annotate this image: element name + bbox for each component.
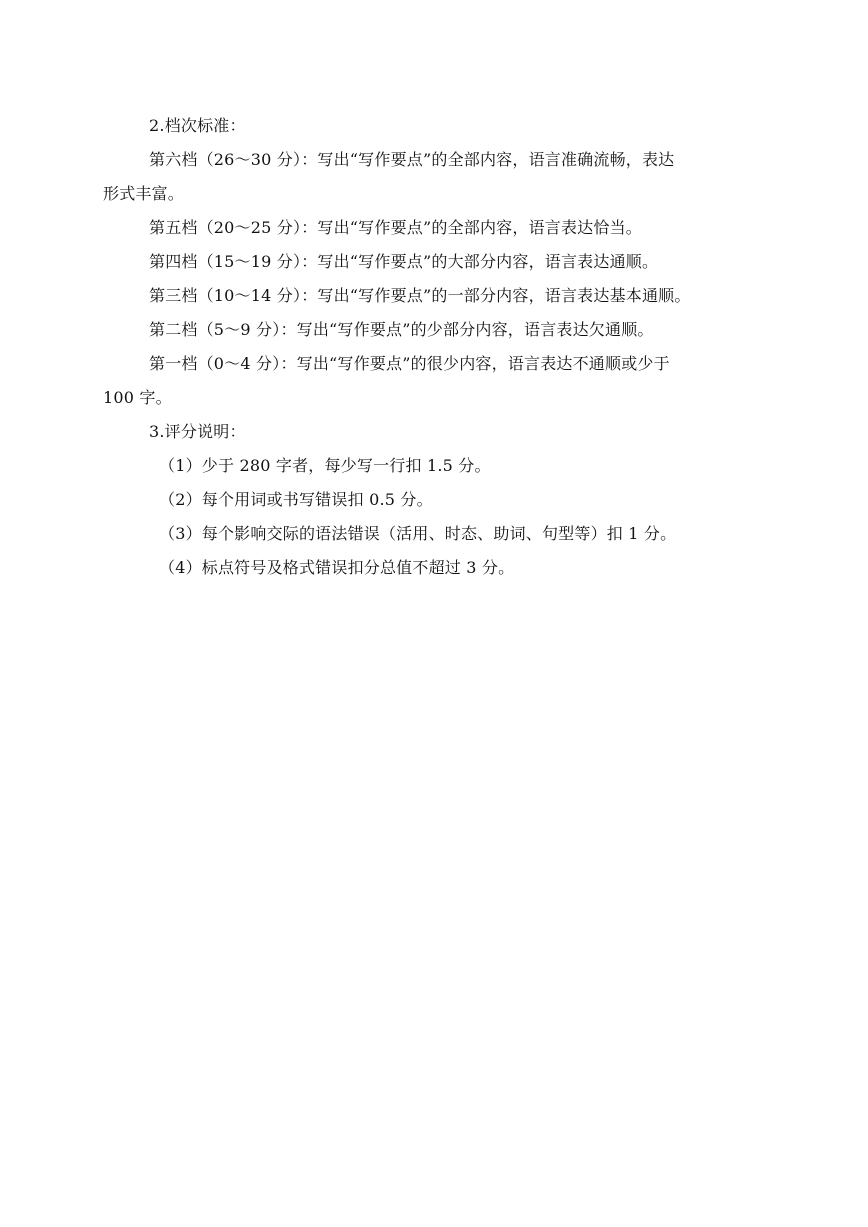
grade-level-6-line1: 第六档（26～30 分）：写出“写作要点”的全部内容，语言准确流畅，表达: [149, 150, 675, 169]
grade-level-5-line1: 第五档（20～25 分）：写出“写作要点”的全部内容，语言表达恰当。: [149, 218, 642, 237]
scoring-note-item: （1）少于 280 字者，每少写一行扣 1.5 分。: [159, 456, 491, 475]
scoring-notes-heading: 3.评分说明：: [149, 422, 246, 441]
grade-level-4-line1: 第四档（15～19 分）：写出“写作要点”的大部分内容，语言表达通顺。: [149, 252, 659, 271]
grade-level-3-line1: 第三档（10～14 分）：写出“写作要点”的一部分内容，语言表达基本通顺。: [149, 286, 691, 305]
grade-level-4: [103, 245, 763, 279]
grade-level-1: [103, 347, 763, 415]
grade-level-6-line2: 形式丰富。: [103, 184, 185, 203]
grade-level-1-line1: 第一档（0～4 分）：写出“写作要点”的很少内容，语言表达不通顺或少于: [149, 354, 670, 373]
scoring-note-item: （4）标点符号及格式错误扣分总值不超过 3 分。: [159, 558, 515, 577]
grade-level-6: [103, 143, 763, 211]
grade-level-1-line2: 100 字。: [103, 388, 172, 407]
grade-level-5: [103, 211, 763, 245]
grade-level-2-line1: 第二档（5～9 分）：写出“写作要点”的少部分内容，语言表达欠通顺。: [149, 320, 654, 339]
scoring-note-item: （2）每个用词或书写错误扣 0.5 分。: [159, 490, 433, 509]
grade-standard-heading: 2.档次标准：: [149, 116, 246, 135]
scoring-note-item: （3）每个影响交际的语法错误（活用、时态、助词、句型等）扣 1 分。: [159, 524, 677, 543]
grade-level-2: [103, 313, 763, 347]
document-content: [103, 109, 763, 585]
grade-level-3: [103, 279, 763, 313]
